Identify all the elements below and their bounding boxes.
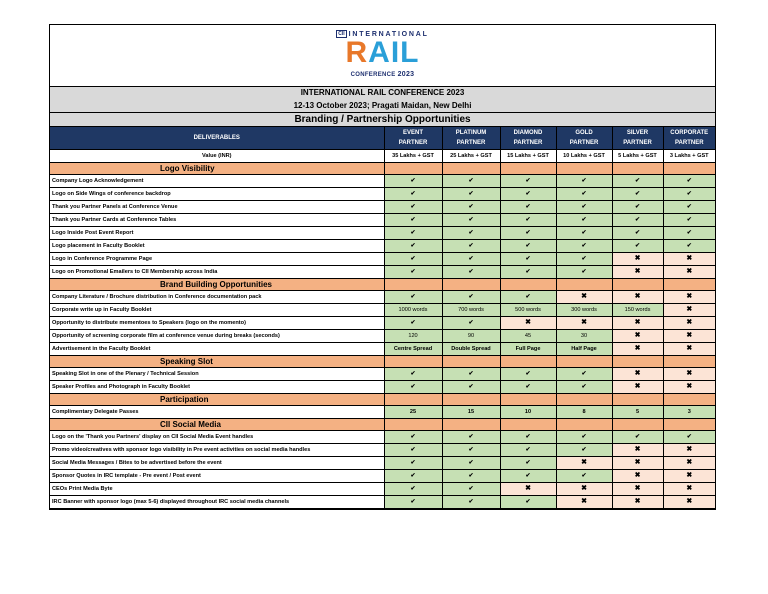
section-filler xyxy=(442,163,500,175)
deliverable-row xyxy=(50,381,715,394)
check-icon: ✔ xyxy=(663,188,715,201)
check-icon: ✔ xyxy=(442,175,500,188)
value-label: Value (INR) xyxy=(50,150,384,163)
section-filler xyxy=(556,419,612,431)
deliverable-row xyxy=(50,317,715,330)
section-header xyxy=(50,356,715,368)
logo-rail-word xyxy=(50,37,715,69)
tier-header xyxy=(442,127,500,150)
deliverable-row xyxy=(50,291,715,304)
cross-icon: ✖ xyxy=(556,483,612,496)
deliverable-label: Complimentary Delegate Passes xyxy=(50,406,384,419)
deliverable-value: 700 words xyxy=(442,304,500,317)
tier-partner-label: PARTNER xyxy=(569,140,599,146)
check-icon: ✔ xyxy=(612,188,663,201)
deliverable-row xyxy=(50,266,715,279)
check-icon: ✔ xyxy=(384,175,442,188)
section-filler xyxy=(663,356,715,368)
cross-icon: ✖ xyxy=(500,483,556,496)
section-filler xyxy=(500,279,556,291)
cross-icon: ✖ xyxy=(556,317,612,330)
deliverable-label: Sponsor Quotes in IRC template - Pre event / Post event xyxy=(50,470,384,483)
check-icon: ✔ xyxy=(500,188,556,201)
check-icon: ✔ xyxy=(384,291,442,304)
check-icon: ✔ xyxy=(612,227,663,240)
check-icon: ✔ xyxy=(442,431,500,444)
deliverable-row xyxy=(50,201,715,214)
check-icon: ✔ xyxy=(442,381,500,394)
tier-name: SILVER xyxy=(626,130,649,136)
logo-letter-r: R xyxy=(345,36,369,69)
check-icon: ✔ xyxy=(384,227,442,240)
check-icon: ✔ xyxy=(500,240,556,253)
conference-date-venue: 12-13 October 2023; Pragati Maidan, New Delhi xyxy=(293,100,472,110)
deliverable-row xyxy=(50,304,715,317)
section-filler xyxy=(500,394,556,406)
deliverable-row xyxy=(50,330,715,343)
cross-icon: ✖ xyxy=(663,381,715,394)
section-title: Speaking Slot xyxy=(50,356,384,368)
section-title: Brand Building Opportunities xyxy=(50,279,384,291)
check-icon: ✔ xyxy=(442,201,500,214)
section-filler xyxy=(384,279,442,291)
check-icon: ✔ xyxy=(384,444,442,457)
section-filler xyxy=(663,394,715,406)
check-icon: ✔ xyxy=(556,253,612,266)
tier-value: 10 Lakhs + GST xyxy=(556,150,612,163)
cross-icon: ✖ xyxy=(612,368,663,381)
cross-icon: ✖ xyxy=(663,343,715,356)
cross-icon: ✖ xyxy=(612,496,663,509)
check-icon: ✔ xyxy=(556,188,612,201)
cross-icon: ✖ xyxy=(612,253,663,266)
section-filler xyxy=(442,419,500,431)
deliverable-value: 25 xyxy=(384,406,442,419)
cross-icon: ✖ xyxy=(612,457,663,470)
tier-name: GOLD xyxy=(575,130,593,136)
tier-header xyxy=(384,127,442,150)
section-title: Participation xyxy=(50,394,384,406)
deliverable-value: 1000 words xyxy=(384,304,442,317)
deliverables-header: DELIVERABLES xyxy=(50,127,384,150)
section-filler xyxy=(663,163,715,175)
deliverable-label: Corporate write up in Faculty Booklet xyxy=(50,304,384,317)
check-icon: ✔ xyxy=(663,175,715,188)
check-icon: ✔ xyxy=(384,317,442,330)
deliverable-value: 120 xyxy=(384,330,442,343)
section-filler xyxy=(612,394,663,406)
check-icon: ✔ xyxy=(612,214,663,227)
tier-header xyxy=(556,127,612,150)
conference-title: INTERNATIONAL RAIL CONFERENCE 2023 xyxy=(300,88,465,97)
cross-icon: ✖ xyxy=(663,483,715,496)
deliverable-label: CEOs Print Media Byte xyxy=(50,483,384,496)
cross-icon: ✖ xyxy=(663,368,715,381)
check-icon: ✔ xyxy=(384,470,442,483)
check-icon: ✔ xyxy=(500,175,556,188)
section-filler xyxy=(556,279,612,291)
logo-letters-il: IL xyxy=(390,36,420,69)
deliverable-label: Opportunity of screening corporate film at conference venue during breaks (seconds) xyxy=(50,330,384,343)
tier-value: 5 Lakhs + GST xyxy=(612,150,663,163)
check-icon: ✔ xyxy=(612,175,663,188)
logo-conference: CONFERENCE xyxy=(350,72,396,78)
deliverable-value: 90 xyxy=(442,330,500,343)
check-icon: ✔ xyxy=(442,483,500,496)
check-icon: ✔ xyxy=(612,201,663,214)
deliverable-label: Logo on the 'Thank you Partners' display on CII Social Media Event handles xyxy=(50,431,384,444)
check-icon: ✔ xyxy=(663,431,715,444)
section-header xyxy=(50,279,715,291)
cross-icon: ✖ xyxy=(556,457,612,470)
deliverable-label: Speaker Profiles and Photograph in Faculty Booklet xyxy=(50,381,384,394)
check-icon: ✔ xyxy=(556,266,612,279)
check-icon: ✔ xyxy=(442,188,500,201)
tier-name: DIAMOND xyxy=(513,130,543,136)
tier-name: EVENT xyxy=(402,130,423,136)
section-filler xyxy=(556,356,612,368)
deliverable-label: Promo video/creatives with sponsor logo visibility in Pre event activities on social media handles xyxy=(50,444,384,457)
section-filler xyxy=(556,163,612,175)
check-icon: ✔ xyxy=(556,381,612,394)
deliverable-row xyxy=(50,431,715,444)
check-icon: ✔ xyxy=(442,291,500,304)
cross-icon: ✖ xyxy=(500,317,556,330)
deliverable-label: IRC Banner with sponsor logo (max 5-6) displayed throughout IRC social media channels xyxy=(50,496,384,509)
tier-partner-label: PARTNER xyxy=(623,140,652,146)
tier-value: 35 Lakhs + GST xyxy=(384,150,442,163)
deliverable-label: Company Logo Acknowledgement xyxy=(50,175,384,188)
tier-name: PLATINUM xyxy=(455,130,487,136)
check-icon: ✔ xyxy=(384,431,442,444)
check-icon: ✔ xyxy=(500,444,556,457)
deliverable-row xyxy=(50,188,715,201)
deliverable-label: Social Media Messages / Bites to be advertised before the event xyxy=(50,457,384,470)
deliverable-value: Double Spread xyxy=(442,343,500,356)
deliverable-row xyxy=(50,175,715,188)
check-icon: ✔ xyxy=(384,368,442,381)
deliverable-label: Logo in Conference Programme Page xyxy=(50,253,384,266)
deliverable-row xyxy=(50,444,715,457)
section-filler xyxy=(442,279,500,291)
section-header xyxy=(50,419,715,431)
branding-heading: Branding / Partnership Opportunities xyxy=(50,112,715,126)
deliverable-value: Half Page xyxy=(556,343,612,356)
check-icon: ✔ xyxy=(556,470,612,483)
cross-icon: ✖ xyxy=(663,444,715,457)
check-icon: ✔ xyxy=(442,470,500,483)
tier-value: 25 Lakhs + GST xyxy=(442,150,500,163)
check-icon: ✔ xyxy=(384,188,442,201)
deliverable-value: Centre Spread xyxy=(384,343,442,356)
cross-icon: ✖ xyxy=(612,483,663,496)
check-icon: ✔ xyxy=(500,227,556,240)
deliverable-value: Full Page xyxy=(500,343,556,356)
cross-icon: ✖ xyxy=(663,291,715,304)
section-filler xyxy=(663,279,715,291)
check-icon: ✔ xyxy=(500,431,556,444)
check-icon: ✔ xyxy=(500,368,556,381)
tier-header xyxy=(612,127,663,150)
cross-icon: ✖ xyxy=(612,266,663,279)
check-icon: ✔ xyxy=(384,253,442,266)
check-icon: ✔ xyxy=(556,444,612,457)
cross-icon: ✖ xyxy=(612,291,663,304)
check-icon: ✔ xyxy=(500,266,556,279)
tier-partner-label: PARTNER xyxy=(674,140,704,146)
deliverable-row xyxy=(50,496,715,509)
section-filler xyxy=(612,163,663,175)
section-filler xyxy=(384,163,442,175)
check-icon: ✔ xyxy=(500,381,556,394)
deliverable-row xyxy=(50,368,715,381)
deliverable-label: Logo on Promotional Emailers to CII Membership across India xyxy=(50,266,384,279)
section-title: CII Social Media xyxy=(50,419,384,431)
partnership-sheet xyxy=(49,24,716,510)
deliverable-row xyxy=(50,240,715,253)
check-icon: ✔ xyxy=(384,457,442,470)
check-icon: ✔ xyxy=(556,240,612,253)
deliverables-table xyxy=(50,126,715,509)
cross-icon: ✖ xyxy=(663,496,715,509)
deliverable-row xyxy=(50,470,715,483)
check-icon: ✔ xyxy=(384,381,442,394)
deliverable-row xyxy=(50,227,715,240)
deliverable-label: Thank you Partner Panels at Conference Venue xyxy=(50,201,384,214)
deliverable-row xyxy=(50,457,715,470)
deliverable-label: Company Literature / Brochure distribution in Conference documentation pack xyxy=(50,291,384,304)
title-band xyxy=(50,86,715,112)
check-icon: ✔ xyxy=(442,227,500,240)
logo-subtitle xyxy=(50,71,715,78)
deliverable-row xyxy=(50,253,715,266)
check-icon: ✔ xyxy=(556,201,612,214)
tier-partner-label: PARTNER xyxy=(398,140,428,146)
tier-value: 15 Lakhs + GST xyxy=(500,150,556,163)
deliverable-row xyxy=(50,406,715,419)
deliverable-label: Logo placement in Faculty Booklet xyxy=(50,240,384,253)
check-icon: ✔ xyxy=(442,266,500,279)
cross-icon: ✖ xyxy=(663,304,715,317)
check-icon: ✔ xyxy=(612,240,663,253)
cross-icon: ✖ xyxy=(612,444,663,457)
deliverable-label: Thank you Partner Cards at Conference Tables xyxy=(50,214,384,227)
section-filler xyxy=(384,356,442,368)
cii-mark: CII xyxy=(338,31,345,37)
logo-letter-a: A xyxy=(368,36,391,69)
cross-icon: ✖ xyxy=(663,470,715,483)
check-icon: ✔ xyxy=(556,227,612,240)
check-icon: ✔ xyxy=(663,227,715,240)
tier-partner-label: PARTNER xyxy=(513,140,543,146)
check-icon: ✔ xyxy=(442,368,500,381)
deliverable-value: 15 xyxy=(442,406,500,419)
deliverable-value: 30 xyxy=(556,330,612,343)
check-icon: ✔ xyxy=(556,175,612,188)
cross-icon: ✖ xyxy=(663,457,715,470)
cross-icon: ✖ xyxy=(612,330,663,343)
deliverable-label: Speaking Slot in one of the Plenary / Technical Session xyxy=(50,368,384,381)
logo-international: INTERNATIONAL xyxy=(348,31,429,38)
section-filler xyxy=(500,356,556,368)
conference-logo xyxy=(50,25,715,86)
check-icon: ✔ xyxy=(442,253,500,266)
section-filler xyxy=(442,356,500,368)
value-row xyxy=(50,150,715,163)
tier-header xyxy=(500,127,556,150)
cross-icon: ✖ xyxy=(556,496,612,509)
check-icon: ✔ xyxy=(442,240,500,253)
deliverable-value: 500 words xyxy=(500,304,556,317)
check-icon: ✔ xyxy=(384,266,442,279)
cross-icon: ✖ xyxy=(612,343,663,356)
cross-icon: ✖ xyxy=(663,253,715,266)
header-row xyxy=(50,127,715,150)
check-icon: ✔ xyxy=(442,496,500,509)
section-filler xyxy=(384,419,442,431)
section-header xyxy=(50,163,715,175)
deliverable-value: 150 words xyxy=(612,304,663,317)
deliverable-label: Logo on Side Wings of conference backdrop xyxy=(50,188,384,201)
cross-icon: ✖ xyxy=(612,317,663,330)
check-icon: ✔ xyxy=(500,457,556,470)
deliverable-label: Opportunity to distribute mementoes to Speakers (logo on the momento) xyxy=(50,317,384,330)
section-filler xyxy=(612,279,663,291)
check-icon: ✔ xyxy=(442,444,500,457)
deliverable-row xyxy=(50,214,715,227)
tier-value: 3 Lakhs + GST xyxy=(663,150,715,163)
logo-year: 2023 xyxy=(397,71,415,78)
check-icon: ✔ xyxy=(500,201,556,214)
check-icon: ✔ xyxy=(500,470,556,483)
check-icon: ✔ xyxy=(663,240,715,253)
check-icon: ✔ xyxy=(384,496,442,509)
deliverable-value: 8 xyxy=(556,406,612,419)
tier-header xyxy=(663,127,715,150)
check-icon: ✔ xyxy=(612,431,663,444)
deliverable-value: 45 xyxy=(500,330,556,343)
deliverable-label: Logo Inside Post Event Report xyxy=(50,227,384,240)
deliverable-row xyxy=(50,483,715,496)
cross-icon: ✖ xyxy=(612,381,663,394)
deliverable-row xyxy=(50,343,715,356)
section-title: Logo Visibility xyxy=(50,163,384,175)
cross-icon: ✖ xyxy=(663,317,715,330)
check-icon: ✔ xyxy=(556,368,612,381)
check-icon: ✔ xyxy=(556,214,612,227)
check-icon: ✔ xyxy=(500,496,556,509)
deliverable-value: 3 xyxy=(663,406,715,419)
section-filler xyxy=(556,394,612,406)
check-icon: ✔ xyxy=(442,317,500,330)
check-icon: ✔ xyxy=(442,214,500,227)
section-filler xyxy=(384,394,442,406)
tier-partner-label: PARTNER xyxy=(456,140,486,146)
section-filler xyxy=(442,394,500,406)
check-icon: ✔ xyxy=(384,214,442,227)
check-icon: ✔ xyxy=(384,201,442,214)
cross-icon: ✖ xyxy=(556,291,612,304)
check-icon: ✔ xyxy=(500,214,556,227)
deliverable-value: 5 xyxy=(612,406,663,419)
cross-icon: ✖ xyxy=(663,330,715,343)
check-icon: ✔ xyxy=(384,240,442,253)
check-icon: ✔ xyxy=(442,457,500,470)
section-filler xyxy=(500,419,556,431)
deliverable-label: Advertisement in the Faculty Booklet xyxy=(50,343,384,356)
deliverable-value: 300 words xyxy=(556,304,612,317)
section-filler xyxy=(612,419,663,431)
deliverable-value: 10 xyxy=(500,406,556,419)
section-header xyxy=(50,394,715,406)
check-icon: ✔ xyxy=(556,431,612,444)
check-icon: ✔ xyxy=(500,291,556,304)
check-icon: ✔ xyxy=(663,201,715,214)
check-icon: ✔ xyxy=(500,253,556,266)
section-filler xyxy=(612,356,663,368)
section-filler xyxy=(663,419,715,431)
cross-icon: ✖ xyxy=(663,266,715,279)
check-icon: ✔ xyxy=(384,483,442,496)
section-filler xyxy=(500,163,556,175)
cross-icon: ✖ xyxy=(612,470,663,483)
check-icon: ✔ xyxy=(663,214,715,227)
tier-name: CORPORATE xyxy=(670,130,709,136)
